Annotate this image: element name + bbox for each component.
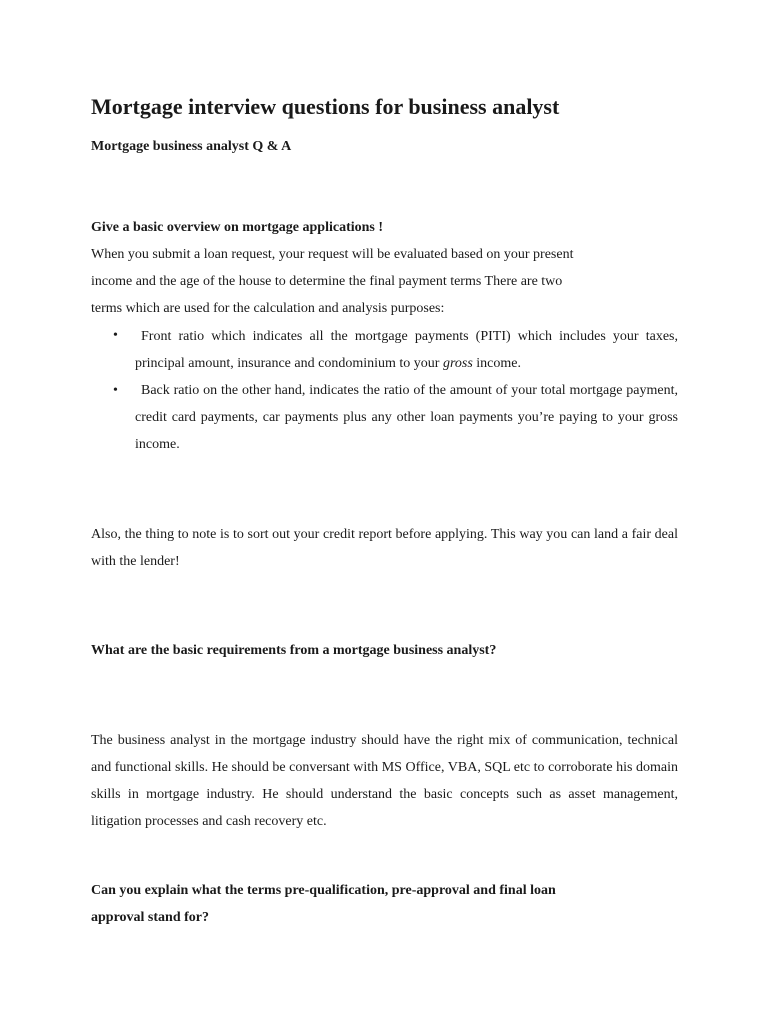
bullet-item-back-ratio: Back ratio on the other hand, indicates the ratio of the amount of your total mortgage payment, credit card payments, car payments plus any other loan payments you’re paying to your gross income.	[135, 383, 678, 452]
bullet-marker-1: •	[113, 328, 118, 343]
intro-line-3: terms which are used for the calculation and analysis purposes:	[91, 301, 445, 316]
document-subtitle: Mortgage business analyst Q & A	[91, 139, 292, 154]
intro-line-1: When you submit a loan request, your request will be evaluated based on your present	[91, 247, 574, 262]
question-heading-2: What are the basic requirements from a mortgage business analyst?	[91, 643, 497, 658]
bullet-1-text: Front ratio which indicates all the mortgage payments (PITI) which includes your taxes, principal amount, insurance and condominium to your	[135, 329, 678, 371]
answer-paragraph-2: The business analyst in the mortgage industry should have the right mix of communication, technical and functional skills. He should be conversant with MS Office, VBA, SQL etc to corroborate his domain skills in mortgage industry. He should understand the basic concepts such as asset management, litigation processes and cash recovery etc.	[91, 733, 678, 829]
document-title: Mortgage interview questions for business analyst	[91, 94, 560, 119]
question-heading-3-line-1: Can you explain what the terms pre-qualification, pre-approval and final loan	[91, 883, 556, 898]
intro-line-2: income and the age of the house to determine the final payment terms There are two	[91, 274, 563, 289]
bullet-item-front-ratio	[135, 323, 678, 377]
bullet-1-tail: income.	[472, 356, 521, 371]
bullet-marker-2: •	[113, 383, 118, 398]
question-heading-3-line-2: approval stand for?	[91, 910, 209, 925]
bullet-1-emphasis: gross	[442, 356, 473, 371]
question-heading-1: Give a basic overview on mortgage applications !	[91, 220, 384, 235]
credit-report-note: Also, the thing to note is to sort out your credit report before applying. This way you can land a fair deal with the lender!	[91, 527, 678, 569]
